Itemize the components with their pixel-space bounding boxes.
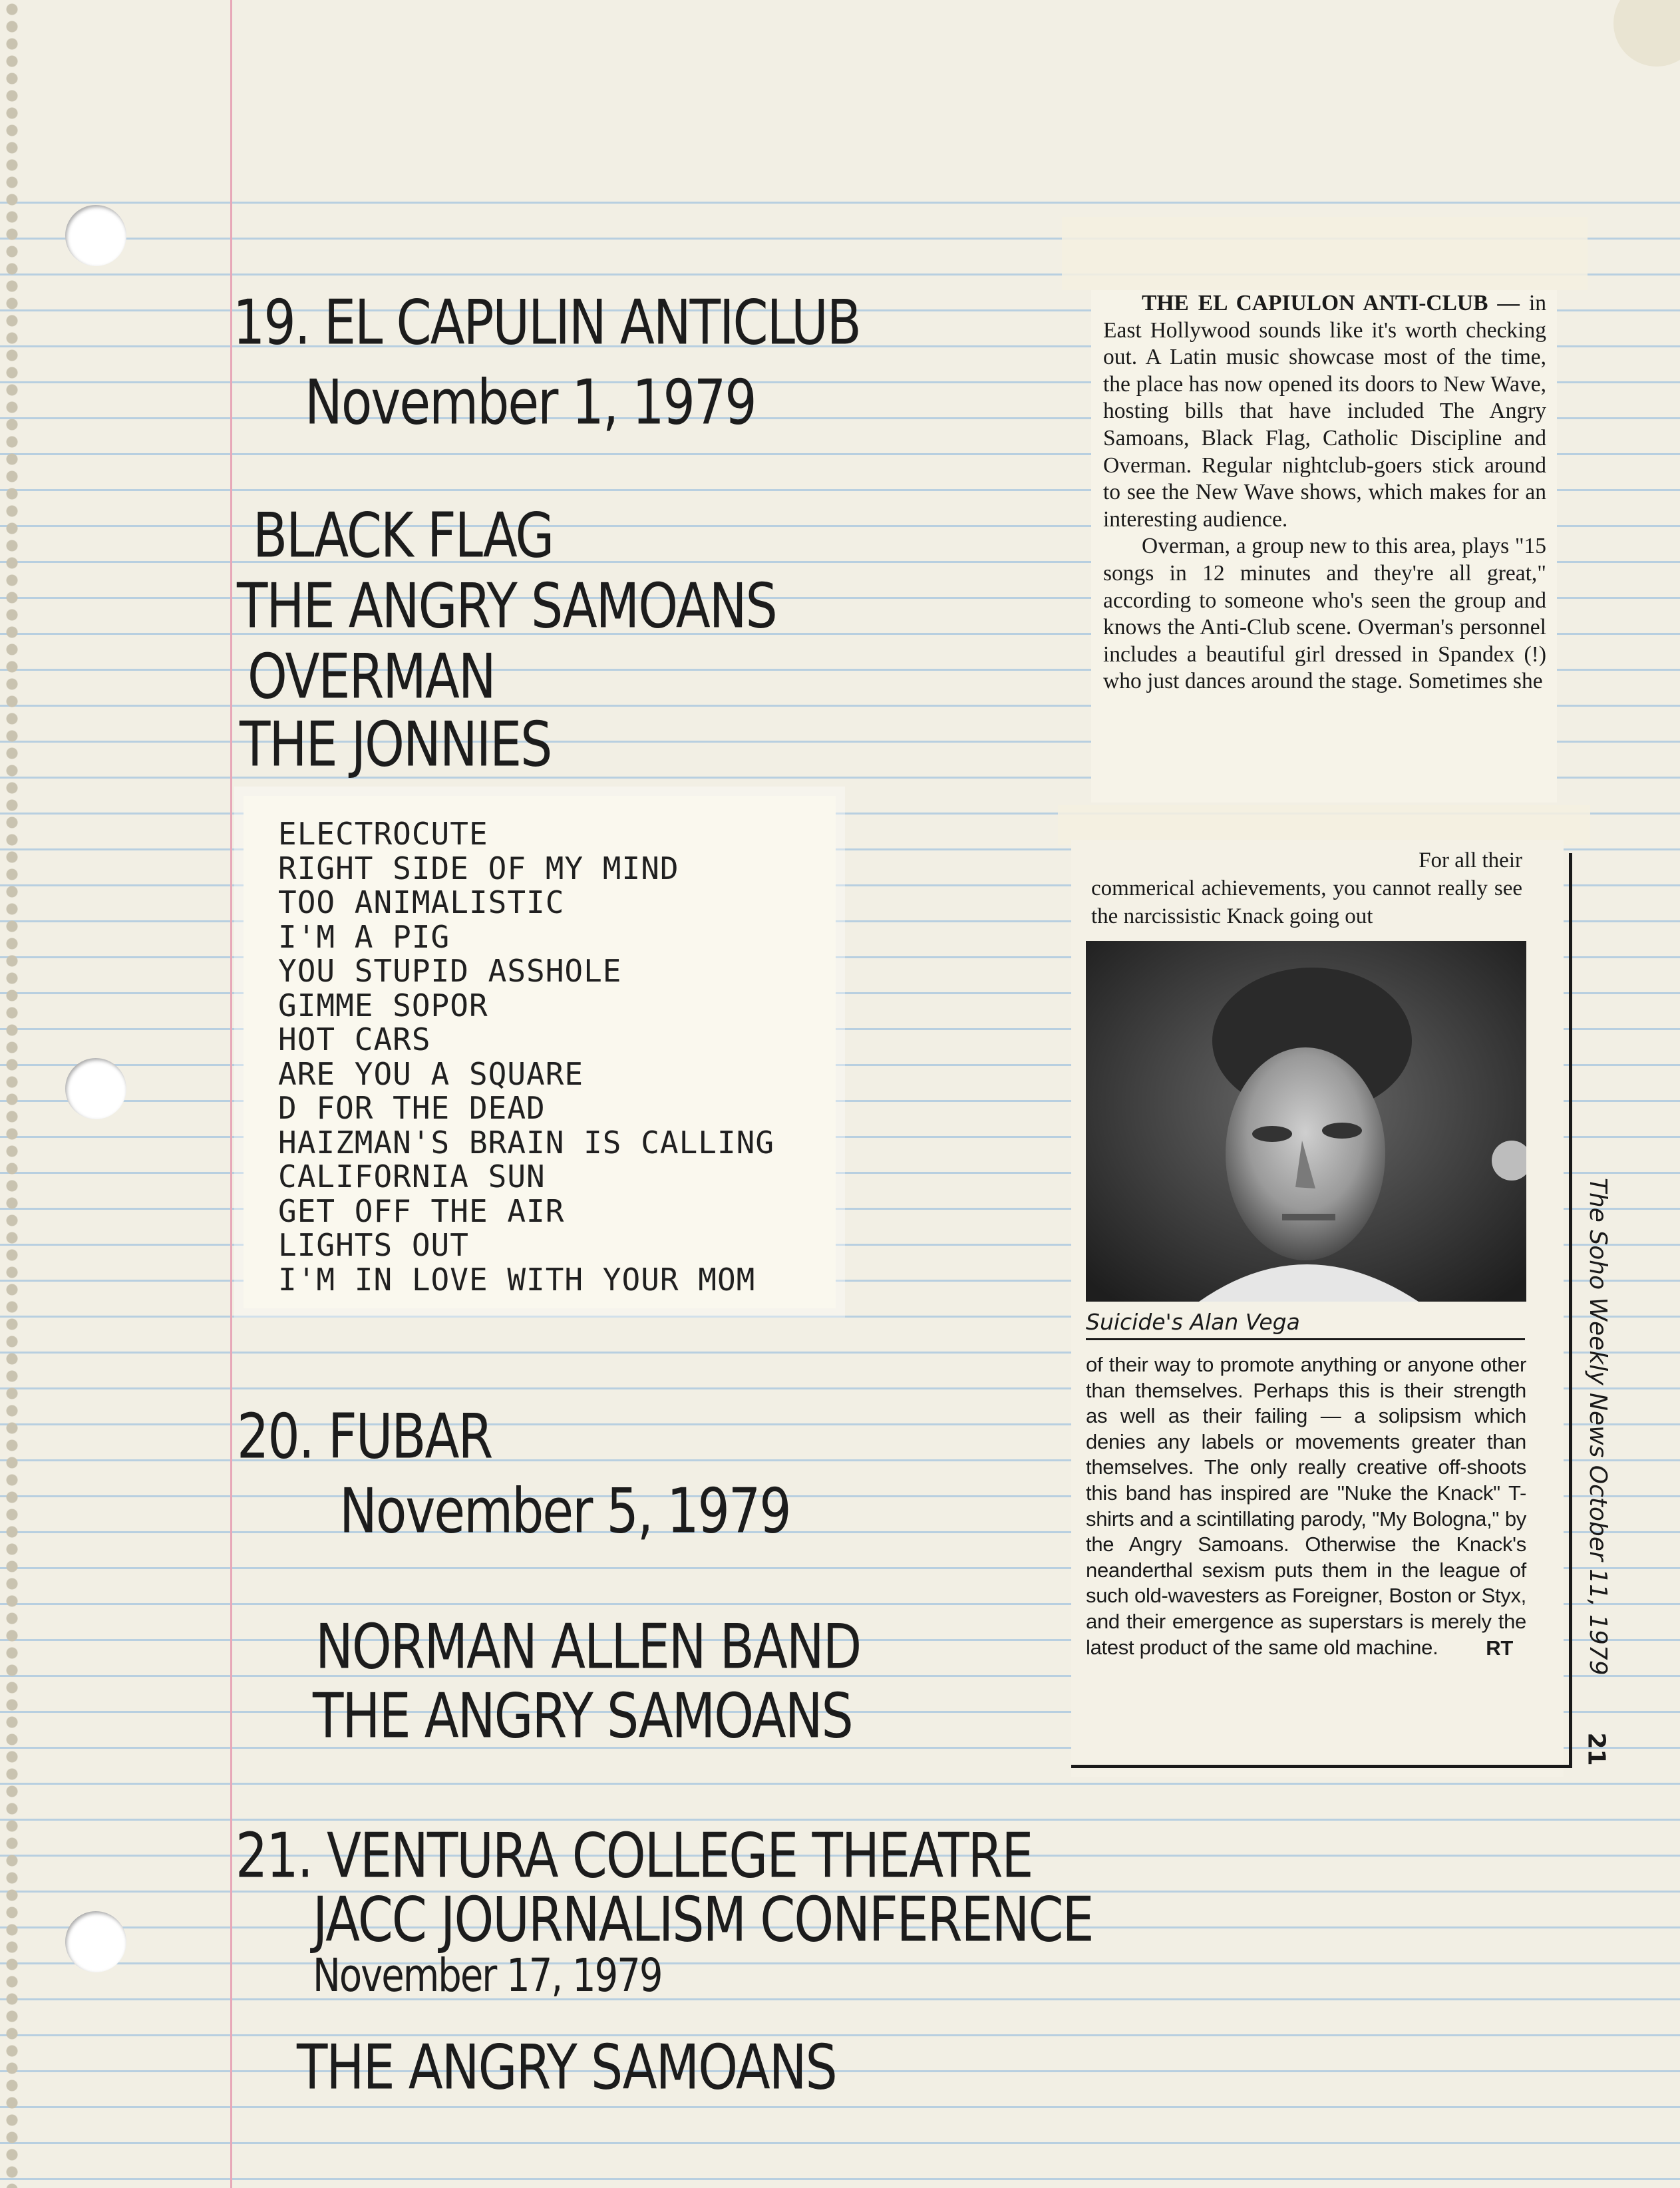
clipping-intro	[1091, 846, 1522, 930]
setlist-item: ARE YOU A SQUARE	[278, 1055, 584, 1092]
show-19-title: 19. EL CAPULIN ANTICLUB	[233, 286, 860, 359]
column-rule	[1569, 853, 1572, 1766]
newspaper-clipping-anticlub	[1091, 290, 1557, 803]
tape-strip	[1058, 805, 1590, 845]
author-initials: RT	[1486, 1636, 1513, 1660]
show-19-band-1: BLACK FLAG	[253, 499, 554, 572]
setlist-item: LIGHTS OUT	[278, 1227, 469, 1263]
punch-hole	[65, 1911, 126, 1972]
punch-hole	[65, 205, 126, 266]
show-21-band-1: THE ANGRY SAMOANS	[297, 2031, 836, 2103]
setlist-paper	[244, 796, 836, 1308]
clipping-intro-line: For all their	[1419, 848, 1522, 872]
tape-strip	[1062, 217, 1588, 290]
setlist-item: HOT CARS	[278, 1021, 431, 1057]
show-19-date: November 1, 1979	[305, 366, 756, 439]
show-21-title: 21. VENTURA COLLEGE THEATRE	[236, 1819, 1033, 1892]
clipping-body	[1086, 1352, 1526, 1660]
setlist-item: D FOR THE DEAD	[278, 1090, 546, 1126]
clipping-body-text: of their way to promote anything or anyone other than themselves. Perhaps this is their strength as well as their failing — a solipsism which denies any labels or movements greater than themselves. The only really creative off-shoots this band has inspired are "Nuke the Knack" T-shirts and a scintillating parody, "My Bologna," by the Angry Samoans. Otherwise the Knack's neanderthal sexism puts them in the league of such old-wavesters as Foreigner, Boston or Styx, and their emergence as superstars is merely the latest product of the same old machine.	[1086, 1353, 1526, 1659]
show-19-band-2: THE ANGRY SAMOANS	[237, 570, 776, 642]
show-20-band-1: NORMAN ALLEN BAND	[315, 1610, 861, 1683]
clipping-paragraph	[1091, 533, 1557, 695]
setlist-item: I'M IN LOVE WITH YOUR MOM	[278, 1261, 756, 1298]
setlist	[244, 796, 836, 1297]
show-21-subtitle: JACC JOURNALISM CONFERENCE	[313, 1883, 1093, 1956]
show-20-band-2: THE ANGRY SAMOANS	[313, 1680, 852, 1752]
show-20-date: November 5, 1979	[339, 1475, 790, 1547]
clipping-paragraph	[1091, 290, 1557, 533]
newspaper-clipping-knack	[1071, 840, 1564, 1777]
setlist-item: GIMME SOPOR	[278, 987, 488, 1023]
show-20-title: 20. FUBAR	[237, 1400, 492, 1473]
page-number: 21	[1582, 1732, 1610, 1766]
photo-caption: Suicide's Alan Vega	[1086, 1309, 1525, 1340]
photo-alan-vega	[1086, 941, 1526, 1302]
setlist-item: YOU STUPID ASSHOLE	[278, 953, 622, 989]
publication-credit: The Soho Weekly News October 11, 1979	[1584, 1178, 1611, 1676]
page-header-band	[0, 0, 1680, 193]
photo-image	[1086, 941, 1526, 1302]
setlist-item: RIGHT SIDE OF MY MIND	[278, 850, 679, 886]
show-19-band-4: THE JONNIES	[240, 708, 552, 781]
setlist-item: TOO ANIMALISTIC	[278, 884, 565, 920]
show-21-date: November 17, 1979	[313, 1950, 662, 2003]
setlist-item: ELECTROCUTE	[278, 816, 488, 852]
margin-line	[230, 0, 232, 2188]
setlist-item: HAIZMAN'S BRAIN IS CALLING	[278, 1124, 775, 1161]
show-19-band-3: OVERMAN	[248, 640, 495, 713]
spiral-binding	[0, 0, 27, 2188]
setlist-item: GET OFF THE AIR	[278, 1192, 565, 1229]
setlist-item: CALIFORNIA SUN	[278, 1159, 546, 1194]
clipping-intro-text: commerical achievements, you cannot really see the narcissistic Knack going out	[1091, 876, 1522, 928]
clipping-heading: THE EL CAPIULON ANTI-CLUB —	[1142, 291, 1520, 315]
bottom-rule	[1071, 1765, 1572, 1768]
clipping-text: in East Hollywood sounds like it's worth checking out. A Latin music showcase most of the time, the place has now opened its doors to New Wave, hosting bills that have included The Angry Samoans, Black Flag, Catholic Discipline and Overman. Regular nightclub-goers stick around to see the New Wave shows, which makes for an interesting audience.	[1103, 291, 1547, 532]
clipping-text: Overman, a group new to this area, plays "15 songs in 12 minutes and they're all great," according to someone who's seen the group and knows the Anti-Club scene. Overman's personnel includes a beautiful girl dressed in Spandex (!) who just dances around the stage. Sometimes she	[1103, 534, 1546, 694]
setlist-item: I'M A PIG	[278, 918, 450, 955]
punch-hole	[65, 1058, 126, 1119]
